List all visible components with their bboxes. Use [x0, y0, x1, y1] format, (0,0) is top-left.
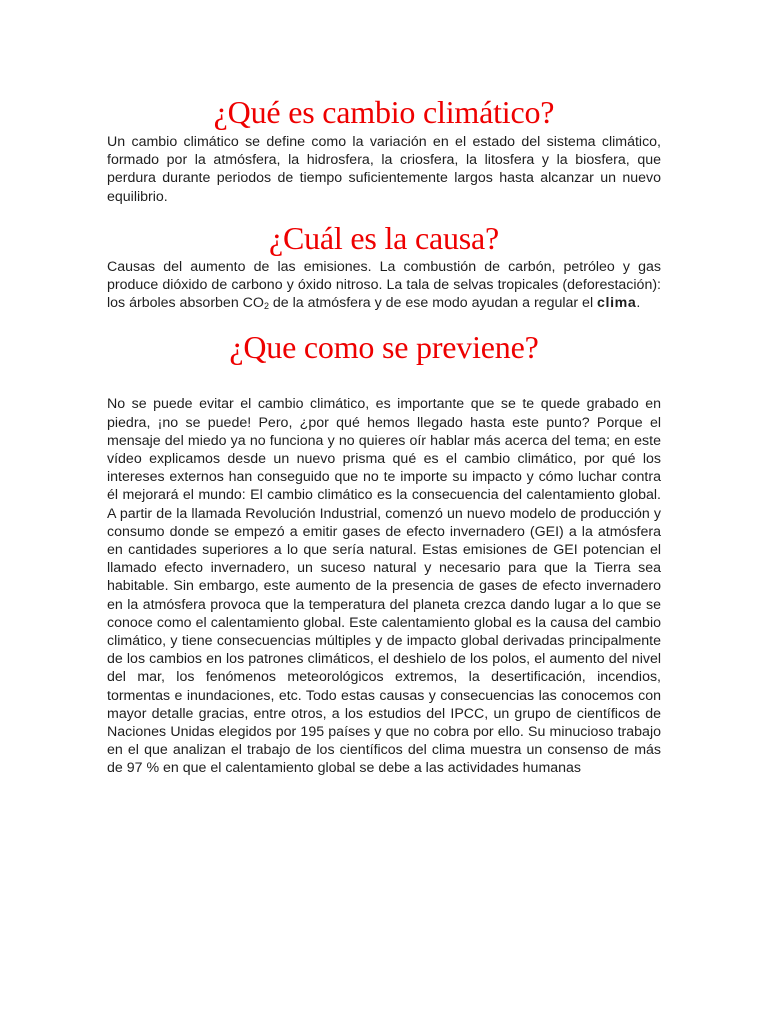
paragraph-causas-end: .	[636, 295, 641, 312]
paragraph-prevencion: No se puede evitar el cambio climático, es importante que se te quede grabado en piedra, ¡no se puede! Pero, ¿por qué hemos llegado hasta este punto? Porque el mensaje del miedo ya no funciona y no quieres oír hablar más acerca del tema; en este vídeo explicamos desde un nuevo prisma qué es el cambio climático, por qué los intereses externos han conseguido que no te importe su impacto y cómo luchar contra él mejorará el mundo: El cambio climático es la consecuencia del calentamiento global. A partir de la llamada Revolución Industrial, comenzó un nuevo modelo de producción y consumo donde se empezó a emitir gases de efecto invernadero (GEI) a la atmósfera en cantidades superiores a lo que sería natural. Estas emisiones de GEI potencian el llamado efecto invernadero, un suceso natural y necesario para que la Tierra sea habitable. Sin embargo, este aumento de la presencia de gases de efecto invernadero en la atmósfera provoca que la temperatura del planeta crezca dando lugar a lo que se conoce como el calentamiento global. Este calentamiento global es la causa del cambio climático, y tiene consecuencias múltiples y de impacto global derivadas principalmente de los cambios en los patrones climáticos, el deshielo de los polos, el aumento del nivel del mar, los fenómenos meteorológicos extremos, la desertificación, incendios, tormentas e inundaciones, etc. Todo estas causas y consecuencias las conocemos con mayor detalle gracias, entre otros, a los estudios del IPCC, un grupo de científicos de Naciones Unidas elegidos por 195 países y que no cobra por ello. Su minucioso trabajo en el que analizan el trabajo de los científicos del clima muestra un consenso de más de 97 % en que el calentamiento global se debe a las actividades humanas	[107, 396, 661, 777]
co2-subscript: 2	[263, 301, 269, 312]
paragraph-causas-text: Causas del aumento de las emisiones. La combustión de carbón, petróleo y gas produce dióxido de carbono y óxido nitroso. La tala de selvas tropicales (deforestación): los árboles absorben CO	[107, 258, 661, 312]
heading-como-se-previene: ¿Que como se previene?	[229, 329, 539, 366]
paragraph-definicion: Un cambio climático se define como la variación en el estado del sistema climático, formado por la atmósfera, la hidrosfera, la criosfera, la litosfera y la biosfera, que perdura durante periodos de tiempo suficientemente largos hasta alcanzar un nuevo equilibrio.	[107, 134, 661, 205]
document-page	[107, 0, 661, 778]
paragraph-causas-text-continued: de la atmósfera y de ese modo ayudan a regular el	[268, 295, 598, 312]
bold-word-clima: clima	[597, 295, 637, 312]
heading-cual-es-la-causa: ¿Cuál es la causa?	[268, 219, 500, 256]
heading-que-es-cambio-climatico: ¿Qué es cambio climático?	[213, 94, 555, 130]
paragraph-causas	[107, 258, 661, 314]
